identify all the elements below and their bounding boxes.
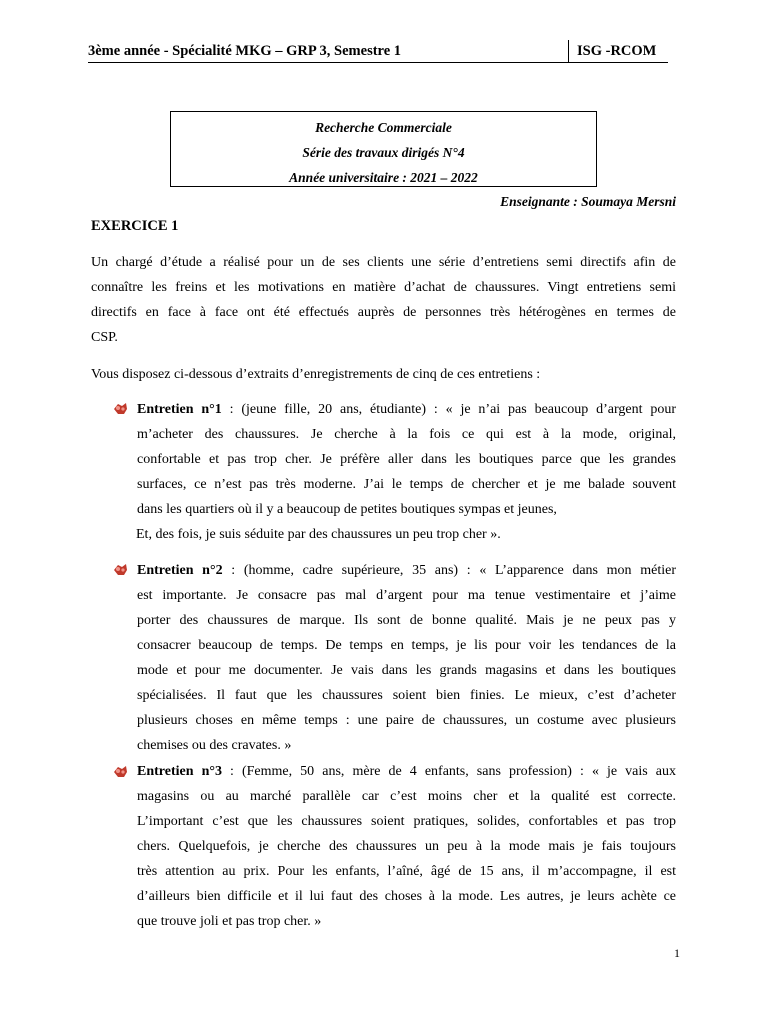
entry-line: spécialisées. Il faut que les chaussures soient bien finies. Le mieux, c’est d’acheter bbox=[137, 688, 676, 703]
entry-line: porter des chaussures de marque. Ils sont de bonne qualité. Mais je ne peux pas y bbox=[137, 613, 676, 628]
intro-line: CSP. bbox=[91, 330, 118, 345]
entry-line: chers. Quelquefois, je cherche des chaussures un peu à la mode mais je fais toujours bbox=[137, 839, 676, 854]
intro-paragraph bbox=[91, 250, 676, 350]
entry-line: Et, des fois, je suis séduite par des chaussures un peu trop cher ». bbox=[136, 527, 501, 542]
exercise-title: EXERCICE 1 bbox=[91, 218, 179, 234]
interview-entry-1 bbox=[137, 397, 676, 547]
entry-first-line bbox=[137, 397, 676, 422]
red-bullet-icon bbox=[113, 563, 128, 576]
page-number: 1 bbox=[674, 946, 680, 960]
red-bullet-icon bbox=[113, 402, 128, 415]
interview-entry-3 bbox=[137, 759, 676, 934]
teacher-name: Enseignante : Soumaya Mersni bbox=[500, 194, 676, 209]
entry-line: magasins ou au marché parallèle car c’est moins cher et la qualité est correcte. bbox=[137, 789, 676, 804]
entry-title: Entretien n°3 bbox=[137, 764, 222, 779]
entry-first-line bbox=[137, 759, 676, 784]
entry-line: surfaces, ce n’est pas très moderne. J’ai le temps de chercher et je me balade souvent bbox=[137, 477, 676, 492]
series-title: Série des travaux dirigés N°4 bbox=[302, 145, 465, 160]
entry-line: L’important c’est que les chaussures soient pratiques, solides, confortables et pas trop bbox=[137, 814, 676, 829]
academic-year: Année universitaire : 2021 – 2022 bbox=[289, 170, 478, 185]
entry-line: mode et pour me documenter. Je vais dans les grands magasins et dans les boutiques bbox=[137, 663, 676, 678]
entry-first-text: : (jeune fille, 20 ans, étudiante) : « je n’ai pas beaucoup d’argent pour bbox=[221, 402, 676, 417]
interview-entry-2 bbox=[137, 558, 676, 758]
intro-line: Un chargé d’étude a réalisé pour un de ses clients une série d’entretiens semi directifs afin de bbox=[91, 255, 676, 270]
entry-first-text: : (Femme, 50 ans, mère de 4 enfants, sans profession) : « je vais aux bbox=[221, 764, 677, 779]
entry-line: que trouve joli et pas trop cher. » bbox=[137, 914, 322, 929]
header-divider bbox=[568, 40, 569, 62]
intro-line: directifs en face à face ont été effectués auprès de personnes très hétérogènes en termes de bbox=[91, 305, 676, 320]
entry-first-line bbox=[137, 558, 676, 583]
title-box bbox=[170, 111, 597, 187]
red-bullet-icon bbox=[113, 765, 128, 778]
page-header bbox=[88, 40, 668, 63]
entry-line: d’ailleurs bien difficile et il lui faut des choses à la mode. Les autres, je leurs achète ce bbox=[137, 889, 676, 904]
header-left: 3ème année - Spécialité MKG – GRP 3, Semestre 1 bbox=[88, 43, 402, 59]
entry-title: Entretien n°2 bbox=[137, 563, 223, 578]
entry-line: plusieurs choses en même temps : une paire de chaussures, un costume avec plusieurs bbox=[137, 713, 676, 728]
header-right: ISG -RCOM bbox=[577, 43, 657, 59]
entry-line: dans les quartiers où il y a beaucoup de petites boutiques sympas et jeunes, bbox=[137, 502, 557, 517]
extract-intro-text: Vous disposez ci-dessous d’extraits d’enregistrements de cinq de ces entretiens : bbox=[91, 367, 541, 382]
entry-line: très attention au prix. Pour les enfants, l’aîné, âgé de 15 ans, il m’accompagne, il est bbox=[137, 864, 676, 879]
extract-intro bbox=[91, 362, 676, 387]
entry-line: chemises ou des cravates. » bbox=[137, 738, 292, 753]
entry-title: Entretien n°1 bbox=[137, 402, 222, 417]
entry-line: confortable et pas trop cher. Je préfère aller dans les boutiques parce que les grandes bbox=[137, 452, 676, 467]
course-title: Recherche Commerciale bbox=[315, 120, 452, 135]
entry-first-text: : (homme, cadre supérieure, 35 ans) : « L’apparence dans mon métier bbox=[222, 563, 676, 578]
entry-line: m’acheter des chaussures. Je cherche à la fois ce qui est à la mode, original, bbox=[137, 427, 676, 442]
entry-line: consacrer beaucoup de temps. De temps en temps, je lis pour voir les tendances de la bbox=[137, 638, 676, 653]
intro-line: connaître les freins et les motivations en matière d’achat de chaussures. Vingt entretiens semi bbox=[91, 280, 676, 295]
entry-line: est importante. Je consacre pas mal d’argent pour ma tenue vestimentaire et j’aime bbox=[137, 588, 676, 603]
